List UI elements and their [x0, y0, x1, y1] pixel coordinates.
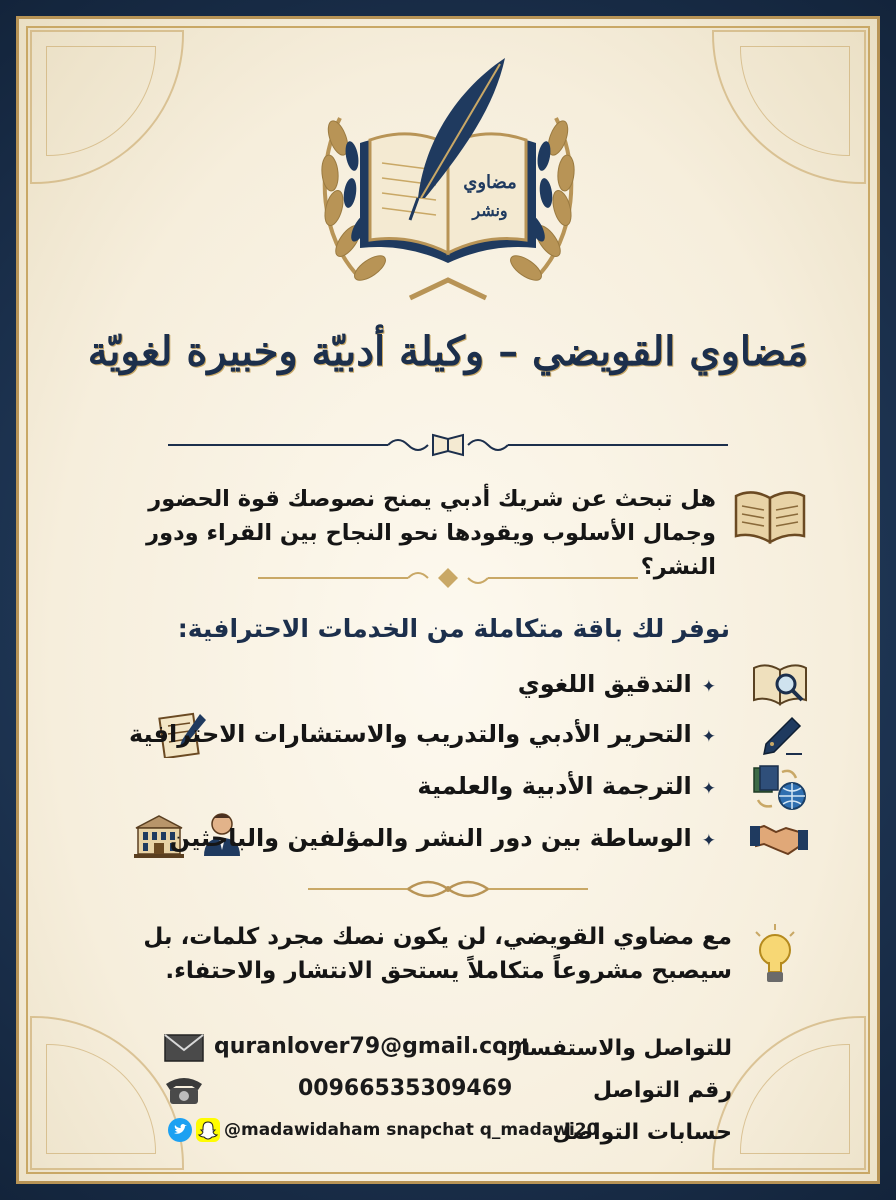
- pen-nib-icon: [756, 714, 804, 758]
- social-handles[interactable]: @madawidaham snapchat q_madawi20: [224, 1120, 599, 1140]
- logo-text: مضاوي: [463, 172, 517, 193]
- translation-globe-icon: [752, 764, 808, 812]
- phone-number[interactable]: 00966535309469: [298, 1076, 513, 1101]
- service-label: الوساطة بين دور النشر والمؤلفين والباحثين: [169, 824, 692, 852]
- closing-text: مع مضاوي القويضي، لن يكون نصك مجرد كلمات، بل سيصبح مشروعاً متكاملاً يستحق الانتشار والاحتفاء.: [143, 924, 732, 984]
- snapchat-icon[interactable]: [196, 1118, 220, 1142]
- services-title: نوفر لك باقة متكاملة من الخدمات الاحترافية:: [177, 614, 730, 643]
- logo-text: ونشر: [472, 201, 508, 220]
- envelope-icon: [164, 1034, 204, 1062]
- diamond-bullet-icon: ✦: [701, 779, 716, 799]
- diamond-bullet-icon: ✦: [701, 727, 716, 747]
- email-address[interactable]: quranlover79@gmail.com: [214, 1034, 531, 1059]
- service-item: [100, 716, 716, 752]
- book-divider-icon: [168, 430, 728, 460]
- service-item: [100, 820, 716, 856]
- social-label: حسابات التواصل: [552, 1120, 732, 1145]
- ornament-divider: [0, 430, 896, 464]
- handshake-icon: [750, 818, 808, 858]
- phone-label: رقم التواصل: [593, 1078, 732, 1103]
- logo-emblem: [300, 48, 596, 318]
- diamond-bullet-icon: ✦: [701, 831, 716, 851]
- open-book-icon: [732, 486, 808, 546]
- twitter-icon[interactable]: [168, 1118, 192, 1142]
- email-label: للتواصل والاستفسار:: [499, 1036, 732, 1061]
- magnifier-book-icon: [752, 662, 808, 706]
- ornament-divider: [0, 566, 896, 594]
- intro-text: هل تبحث عن شريك أدبي يمنح نصوصك قوة الحضور وجمال الأسلوب ويقودها نحو النجاح بين القراء ودور النشر؟: [146, 486, 716, 580]
- service-item: [100, 666, 716, 702]
- diamond-bullet-icon: ✦: [701, 677, 716, 697]
- service-label: التدقيق اللغوي: [517, 670, 692, 698]
- service-item: [100, 768, 716, 804]
- page-title: مَضاوي القويضي – وكيلة أدبيّة وخبيرة لغويّة: [87, 328, 809, 375]
- service-label: الترجمة الأدبية والعلمية: [417, 772, 692, 800]
- service-label: التحرير الأدبي والتدريب والاستشارات الاحترافية: [128, 720, 692, 748]
- ornament-divider: [0, 876, 896, 906]
- telephone-icon: [164, 1074, 204, 1106]
- lightbulb-icon: [752, 924, 798, 986]
